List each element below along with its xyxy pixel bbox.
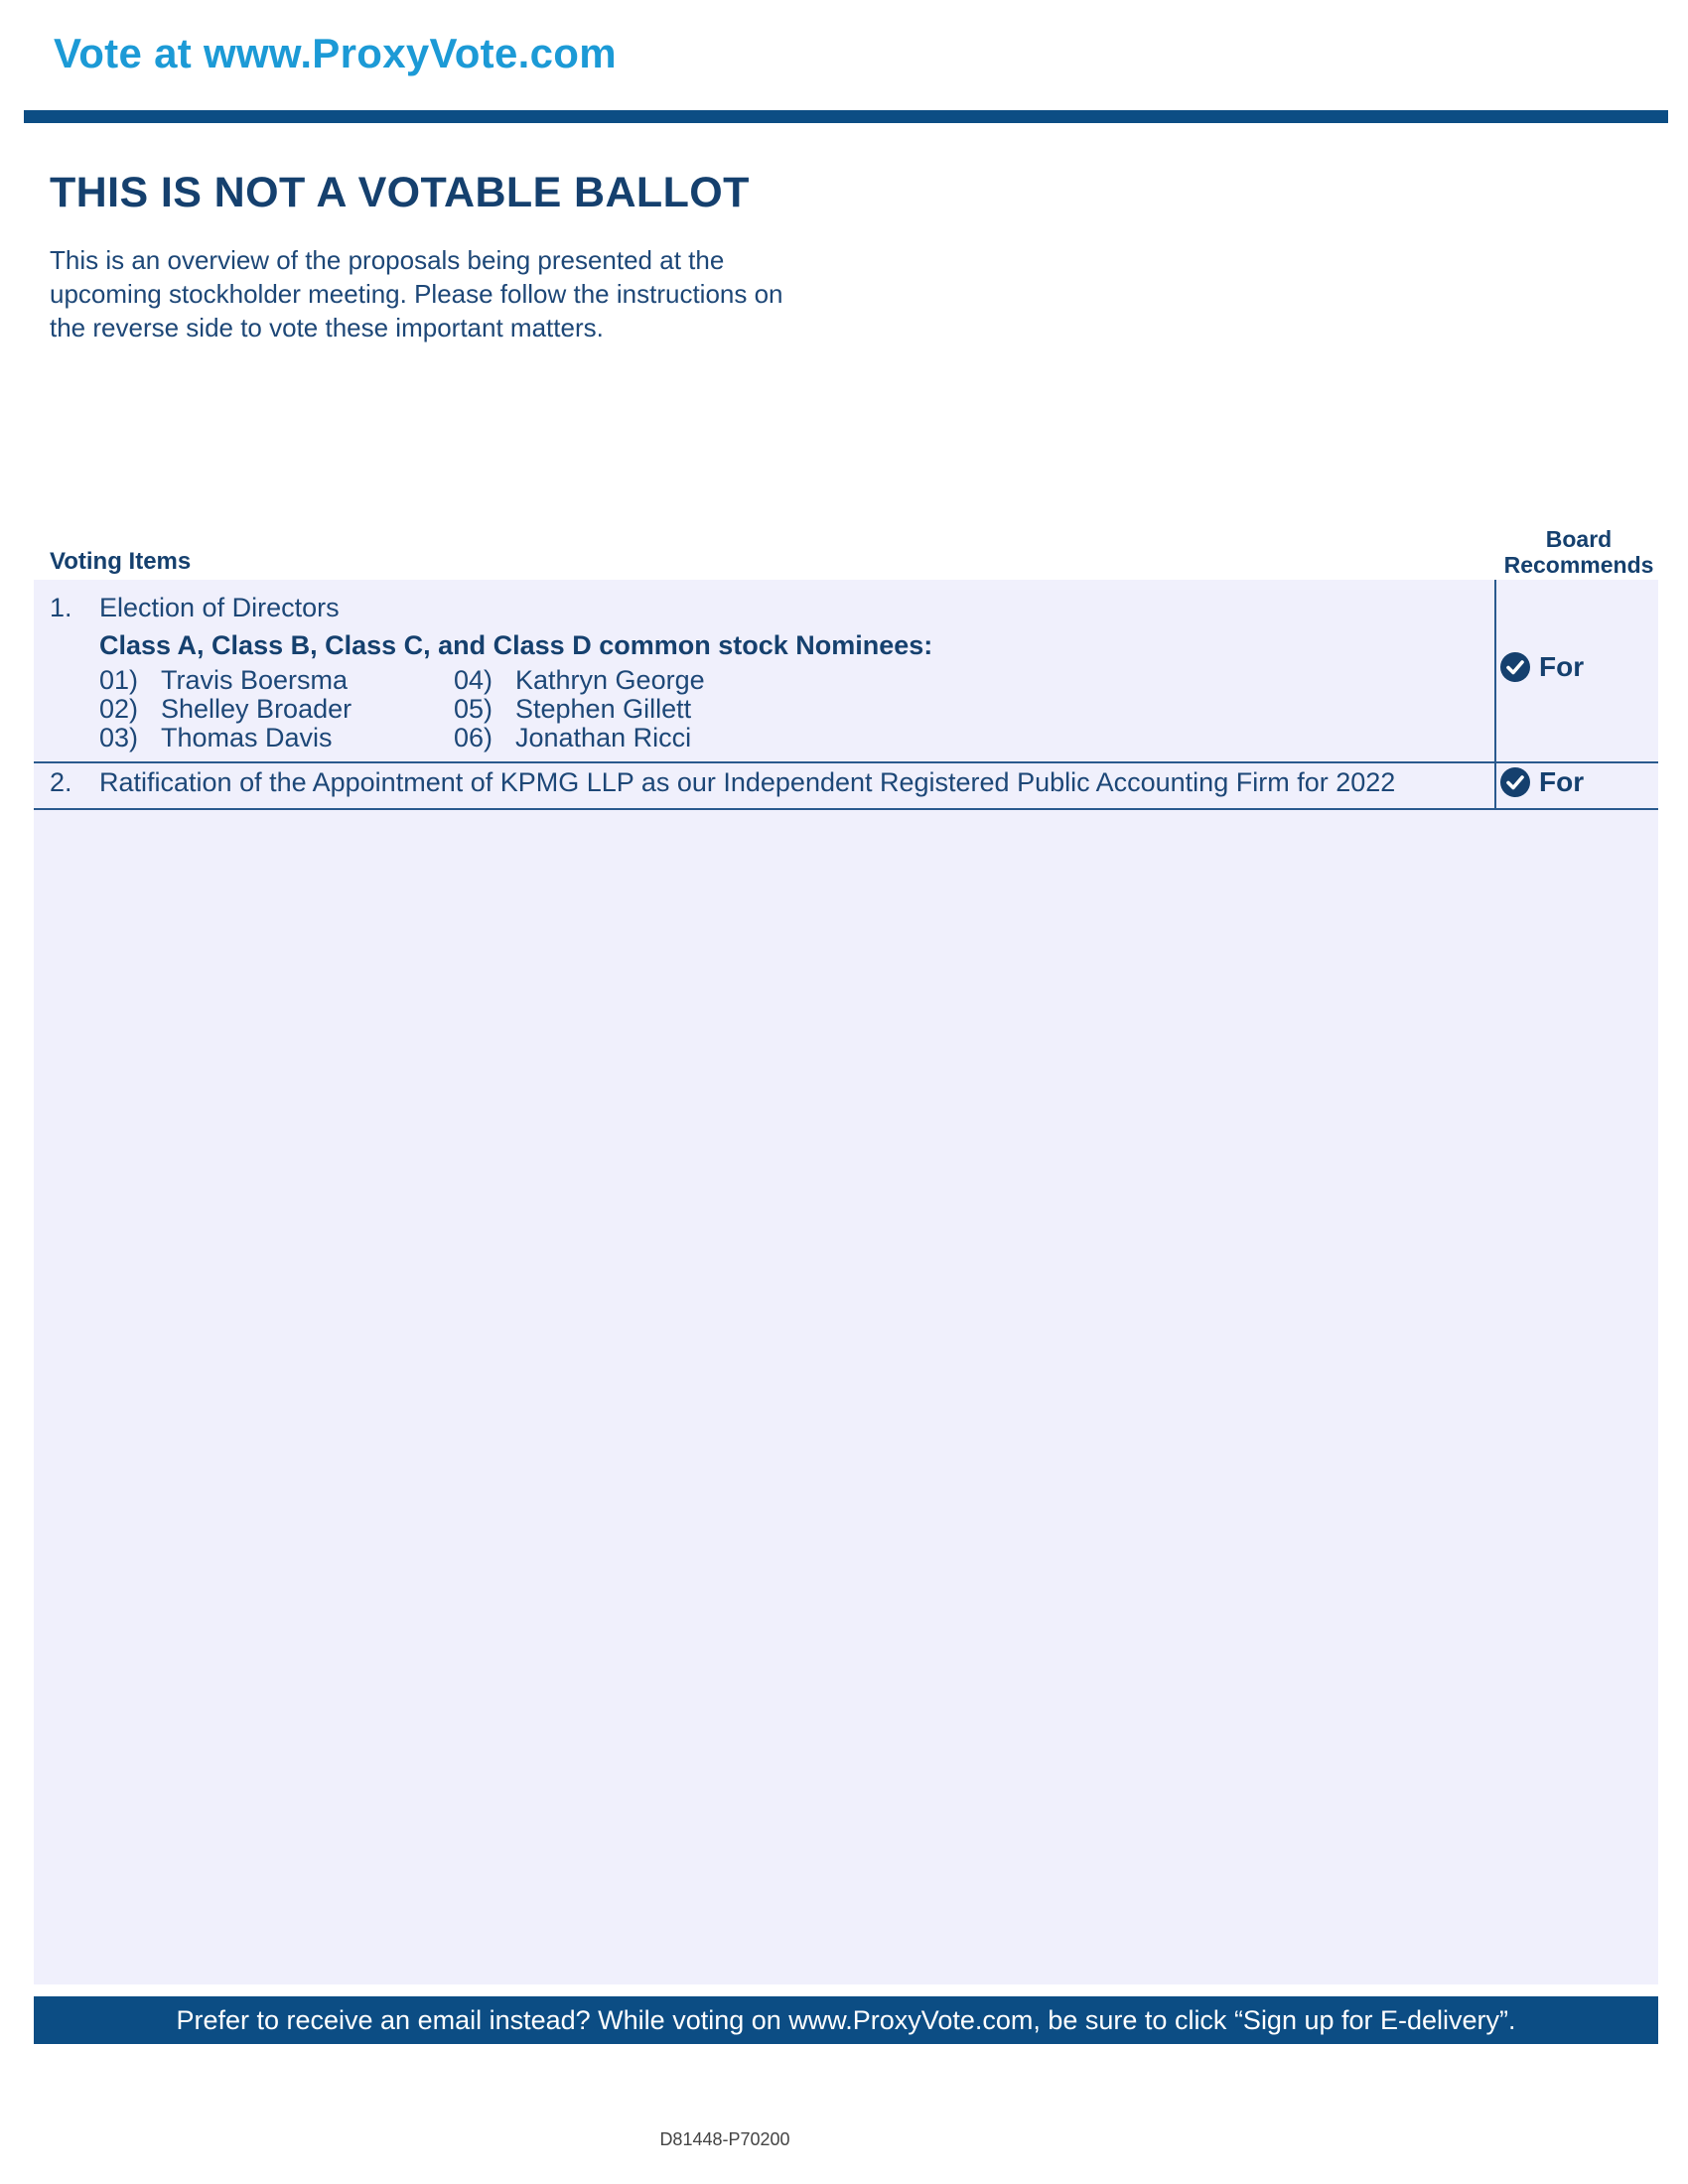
recommendation-for bbox=[1499, 766, 1584, 798]
board-recommends-heading bbox=[1489, 526, 1668, 578]
item-number: 2. bbox=[50, 767, 72, 797]
nominee-name: Stephen Gillett bbox=[515, 694, 692, 724]
document-code: D81448-P70200 bbox=[659, 2129, 790, 2149]
nominee bbox=[99, 724, 333, 752]
nominee bbox=[454, 695, 691, 724]
board-recommends-line: Board bbox=[1545, 526, 1613, 552]
check-circle-icon bbox=[1499, 766, 1531, 798]
nominee-number: 03) bbox=[99, 723, 139, 752]
nominee-name: Jonathan Ricci bbox=[515, 723, 692, 752]
intro-line: the reverse side to vote these important matters. bbox=[50, 313, 604, 342]
nominee bbox=[454, 724, 691, 752]
e-delivery-banner: Prefer to receive an email instead? While voting on www.ProxyVote.com, be sure to click “Sign up for E-delivery”. bbox=[34, 1996, 1658, 2044]
nominee-name: Travis Boersma bbox=[161, 665, 349, 695]
nominee-number: 04) bbox=[454, 665, 493, 695]
proxyvote-link[interactable]: Vote at www.ProxyVote.com bbox=[54, 30, 617, 76]
voting-items-heading: Voting Items bbox=[50, 548, 192, 575]
nominee-number: 05) bbox=[454, 694, 493, 724]
nominee bbox=[99, 666, 348, 695]
recommendation-label: For bbox=[1539, 766, 1585, 797]
board-recommends-line: Recommends bbox=[1503, 552, 1654, 578]
recommendation-for bbox=[1499, 651, 1584, 683]
nominee-number: 01) bbox=[99, 665, 139, 695]
nominee bbox=[454, 666, 705, 695]
nominee bbox=[99, 695, 352, 724]
nominee-number: 06) bbox=[454, 723, 493, 752]
check-circle-icon bbox=[1499, 651, 1531, 683]
column-divider bbox=[1494, 580, 1496, 810]
item-title: Election of Directors bbox=[99, 593, 340, 622]
row-divider bbox=[34, 808, 1658, 810]
intro-line: upcoming stockholder meeting. Please follow the instructions on bbox=[50, 279, 783, 309]
item-title: Ratification of the Appointment of KPMG LLP as our Independent Registered Public Accounting Firm for 2022 bbox=[99, 767, 1396, 797]
intro-line: This is an overview of the proposals being presented at the bbox=[50, 245, 725, 275]
nominee-name: Thomas Davis bbox=[161, 723, 333, 752]
nominees-subheading: Class A, Class B, Class C, and Class D common stock Nominees: bbox=[99, 630, 933, 660]
item-number: 1. bbox=[50, 593, 72, 622]
page-title: THIS IS NOT A VOTABLE BALLOT bbox=[50, 169, 750, 216]
nominee-name: Kathryn George bbox=[515, 665, 705, 695]
intro-text bbox=[50, 243, 874, 344]
header-rule bbox=[24, 110, 1668, 123]
nominee-number: 02) bbox=[99, 694, 139, 724]
nominee-name: Shelley Broader bbox=[161, 694, 352, 724]
recommendation-label: For bbox=[1539, 651, 1585, 682]
